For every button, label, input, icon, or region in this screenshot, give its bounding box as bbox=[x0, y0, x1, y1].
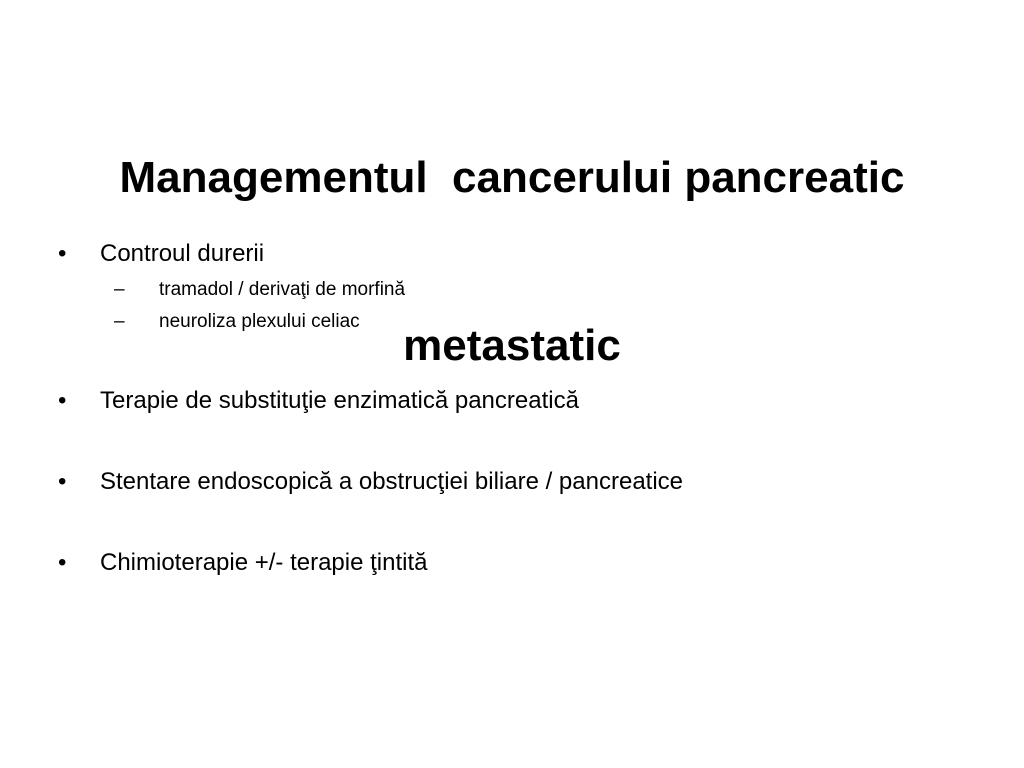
sub-bullet-text: tramadol / derivaţi de morfină bbox=[159, 279, 406, 300]
bullet-list bbox=[58, 236, 978, 581]
bullet-item-endoscopic-stenting bbox=[58, 464, 978, 500]
bullet-text: Terapie de substituţie enzimatică pancreatică bbox=[100, 387, 579, 414]
sub-bullet-marker: – bbox=[114, 311, 125, 332]
bullet-marker: • bbox=[58, 387, 67, 414]
bullet-marker: • bbox=[58, 468, 67, 495]
sub-bullet-marker: – bbox=[114, 279, 125, 300]
bullet-item-chemotherapy bbox=[58, 545, 978, 581]
sub-bullet-text: neuroliza plexului celiac bbox=[159, 311, 360, 332]
bullet-item-pain-control bbox=[58, 236, 978, 338]
sub-bullet-list bbox=[100, 274, 978, 338]
bullet-text: Chimioterapie +/- terapie ţintită bbox=[100, 549, 428, 576]
bullet-text: Controul durerii bbox=[100, 240, 265, 267]
sub-bullet-item-neurolysis bbox=[114, 306, 978, 338]
bullet-item-enzyme-therapy bbox=[58, 383, 978, 419]
bullet-marker: • bbox=[58, 549, 67, 576]
bullet-text: Stentare endoscopică a obstrucţiei biliare / pancreatice bbox=[100, 468, 684, 495]
slide-title-line-2: metastatic bbox=[403, 321, 621, 370]
slide-title-line-1: Managementul cancerului pancreatic bbox=[119, 153, 905, 202]
bullet-marker: • bbox=[58, 240, 67, 267]
sub-bullet-item-tramadol bbox=[114, 274, 978, 306]
